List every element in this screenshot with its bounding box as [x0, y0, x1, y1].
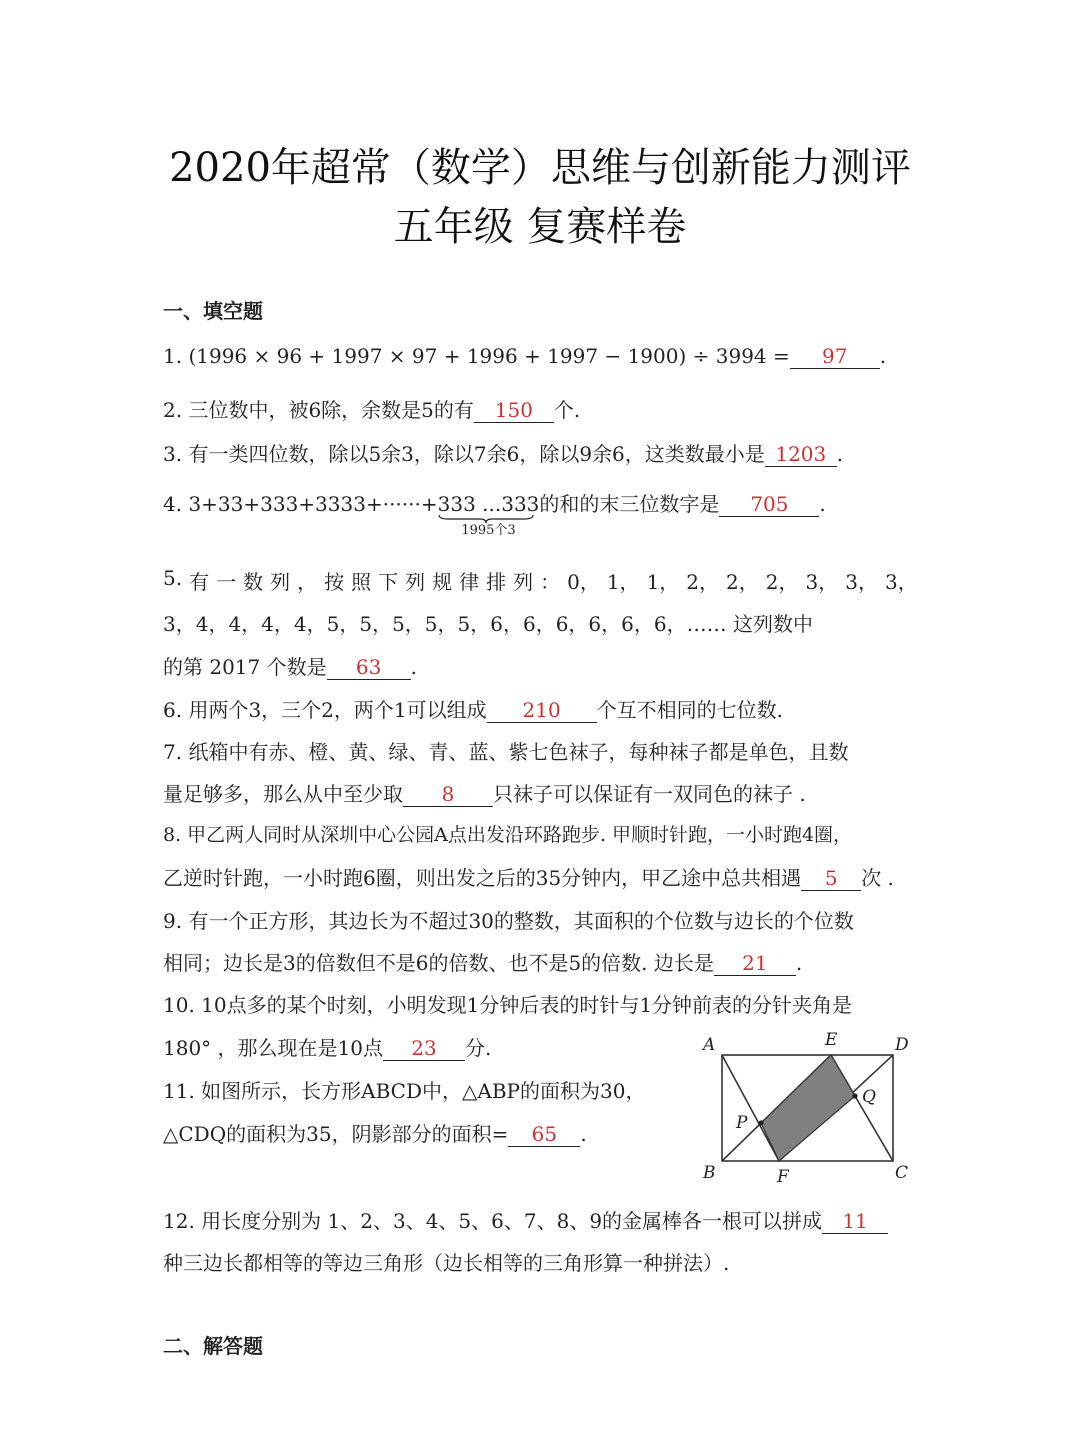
- rectangle-figure: [695, 1025, 925, 1190]
- question-8-line-1: 8. 甲乙两人同时从深圳中心公园A点出发沿环路跑步. 甲顺时针跑，一小时跑4圈，: [163, 824, 853, 846]
- answer-blank: [403, 782, 493, 807]
- question-text: 3. 有一类四位数，除以5余3，除以7余6，除以9余6，这类数最小是: [163, 442, 765, 466]
- question-12-line-1: [163, 1205, 888, 1234]
- answer: 11: [842, 1209, 868, 1233]
- answer: 5: [824, 866, 838, 890]
- answer: 210: [522, 698, 561, 722]
- answer: 23: [411, 1036, 437, 1060]
- question-5-word: 一: [216, 570, 237, 594]
- answer-blank: [474, 398, 554, 423]
- question-5-word: ：: [540, 570, 561, 594]
- answer: 150: [494, 398, 533, 422]
- question-5-line-1: [163, 566, 918, 595]
- question-end: 次 .: [861, 866, 894, 890]
- segment-af: [722, 1055, 779, 1161]
- brace-label: 1995个3: [461, 523, 516, 538]
- question-5-word: 1，: [606, 570, 640, 594]
- point-p: [758, 1120, 763, 1125]
- question-5-word: 有: [189, 570, 210, 594]
- label-b: B: [703, 1163, 716, 1183]
- label-p: P: [736, 1113, 748, 1133]
- question-12-line-2: 种三边长都相等的等边三角形（边长相等的三角形算一种拼法）.: [163, 1251, 730, 1275]
- label-f: F: [777, 1167, 789, 1187]
- section-heading-solve: 二、解答题: [163, 1334, 263, 1358]
- answer: 8: [441, 782, 455, 806]
- question-5-word: 3，: [805, 570, 839, 594]
- question-5-word: 1，: [646, 570, 680, 594]
- question-text: 12. 用长度分别为 1、2、3、4、5、6、7、8、9的金属棒各一根可以拼成: [163, 1209, 823, 1233]
- question-text: 相同；边长是3的倍数但不是6的倍数、也不是5的倍数. 边长是: [163, 951, 714, 975]
- question-11-line-1: 11. 如图所示，长方形ABCD中，△ABP的面积为30，: [163, 1079, 646, 1103]
- question-text: 6. 用两个3，三个2，两个1可以组成: [163, 698, 487, 722]
- question-5-line-2: 3，4，4，4，4，5，5，5，5，5，6，6，6，6，6，6，…… 这列数中: [163, 612, 813, 636]
- question-end: .: [879, 344, 887, 368]
- question-5-word: 2，: [686, 570, 720, 594]
- question-end: .: [795, 951, 803, 975]
- question-end: .: [410, 655, 417, 679]
- answer-blank: [714, 951, 796, 976]
- question-10-line-2: [163, 1032, 491, 1061]
- question-5-word: 列: [405, 570, 426, 594]
- question-text: 乙逆时针跑，一小时跑6圈，则出发之后的35分钟内，甲乙途中总共相遇: [163, 866, 802, 890]
- question-5-word: 0，: [567, 570, 600, 594]
- label-e: E: [825, 1030, 838, 1050]
- question-text: 的第 2017 个数是: [163, 655, 327, 679]
- question-text: 1. (1996 × 96 + 1997 × 97 + 1996 + 1997 − 1900) ÷ 3994 =: [163, 344, 790, 368]
- answer-blank: [508, 1122, 580, 1147]
- question-text: 量足够多，那么从中至少取: [163, 782, 403, 806]
- question-11-line-2: [163, 1118, 587, 1147]
- question-end: 只袜子可以保证有一双同色的袜子 .: [493, 782, 806, 806]
- answer-blank: [765, 442, 837, 467]
- label-c: C: [895, 1163, 909, 1183]
- question-2: [163, 394, 580, 423]
- question-text: 2. 三位数中，被6除，余数是5的有: [163, 398, 474, 422]
- question-7-line-1: 7. 纸箱中有赤、橙、黄、绿、青、蓝、紫七色袜子，每种袜子都是单色，且数: [163, 740, 849, 764]
- label-q: Q: [862, 1087, 876, 1107]
- question-4: [163, 488, 826, 538]
- question-5-word: 2，: [765, 570, 799, 594]
- answer-blank: [383, 1036, 465, 1061]
- braced-number: [437, 492, 540, 538]
- question-end: 分.: [464, 1036, 492, 1060]
- question-end: 个互不相同的七位数.: [596, 698, 783, 722]
- question-5-word: 数: [243, 570, 264, 594]
- braced-text: 333 ...333: [437, 492, 540, 516]
- answer-blank: [327, 655, 411, 680]
- question-5-word: 照: [351, 570, 372, 594]
- question-5-word: 3，: [845, 570, 878, 594]
- question-end: 个.: [553, 398, 581, 422]
- answer: 97: [822, 344, 848, 368]
- section-heading-fill: 一、填空题: [163, 299, 263, 323]
- shaded-region: [761, 1055, 855, 1161]
- answer: 63: [355, 655, 382, 679]
- question-3: [163, 438, 843, 467]
- question-5-word: 2，: [726, 570, 759, 594]
- question-5-word: ，: [297, 570, 318, 594]
- page-title: 2020年超常（数学）思维与创新能力测评: [169, 145, 911, 191]
- answer: 65: [531, 1122, 558, 1146]
- question-5-word: 列: [513, 570, 534, 594]
- answer-blank: [719, 492, 819, 517]
- question-5-word: 列: [270, 570, 291, 594]
- question-text-post: 的和的末三位数字是: [539, 492, 720, 516]
- answer: 705: [750, 492, 789, 516]
- question-7-line-2: [163, 778, 806, 807]
- question-5-word: 排: [486, 570, 507, 594]
- question-text: 180° ，那么现在是10点: [163, 1036, 383, 1060]
- question-5-word: 下: [378, 570, 399, 594]
- label-d: D: [895, 1035, 909, 1055]
- question-5-word: 5.: [163, 566, 183, 590]
- answer: 21: [742, 951, 768, 975]
- point-q: [852, 1093, 857, 1098]
- question-5-word: 律: [459, 570, 480, 594]
- question-5-line-3: [163, 651, 417, 680]
- question-text: 4. 3+33+333+3333+······+: [163, 492, 438, 516]
- question-end: .: [580, 1122, 587, 1146]
- label-a: A: [703, 1035, 716, 1055]
- answer: 1203: [775, 442, 827, 466]
- page-subtitle: 五年级 复赛样卷: [393, 204, 687, 250]
- answer-blank: [822, 1209, 888, 1234]
- question-5-word: 按: [324, 570, 345, 594]
- question-end: .: [836, 442, 844, 466]
- question-text: △CDQ的面积为35，阴影部分的面积=: [163, 1122, 509, 1146]
- question-5-word: 3，: [884, 570, 918, 594]
- question-end: .: [819, 492, 826, 516]
- answer-blank: [790, 344, 880, 369]
- question-1: [163, 344, 886, 369]
- question-9-line-2: [163, 947, 802, 976]
- question-5-word: 规: [432, 570, 453, 594]
- answer-blank: [801, 866, 861, 891]
- answer-blank: [487, 698, 597, 723]
- question-8-line-2: [163, 862, 894, 891]
- question-10-line-1: 10. 10点多的某个时刻，小明发现1分钟后表的时针与1分钟前表的分针夹角是: [163, 993, 853, 1017]
- question-6: [163, 694, 783, 723]
- question-9-line-1: 9. 有一个正方形，其边长为不超过30的整数，其面积的个位数与边长的个位数: [163, 909, 854, 933]
